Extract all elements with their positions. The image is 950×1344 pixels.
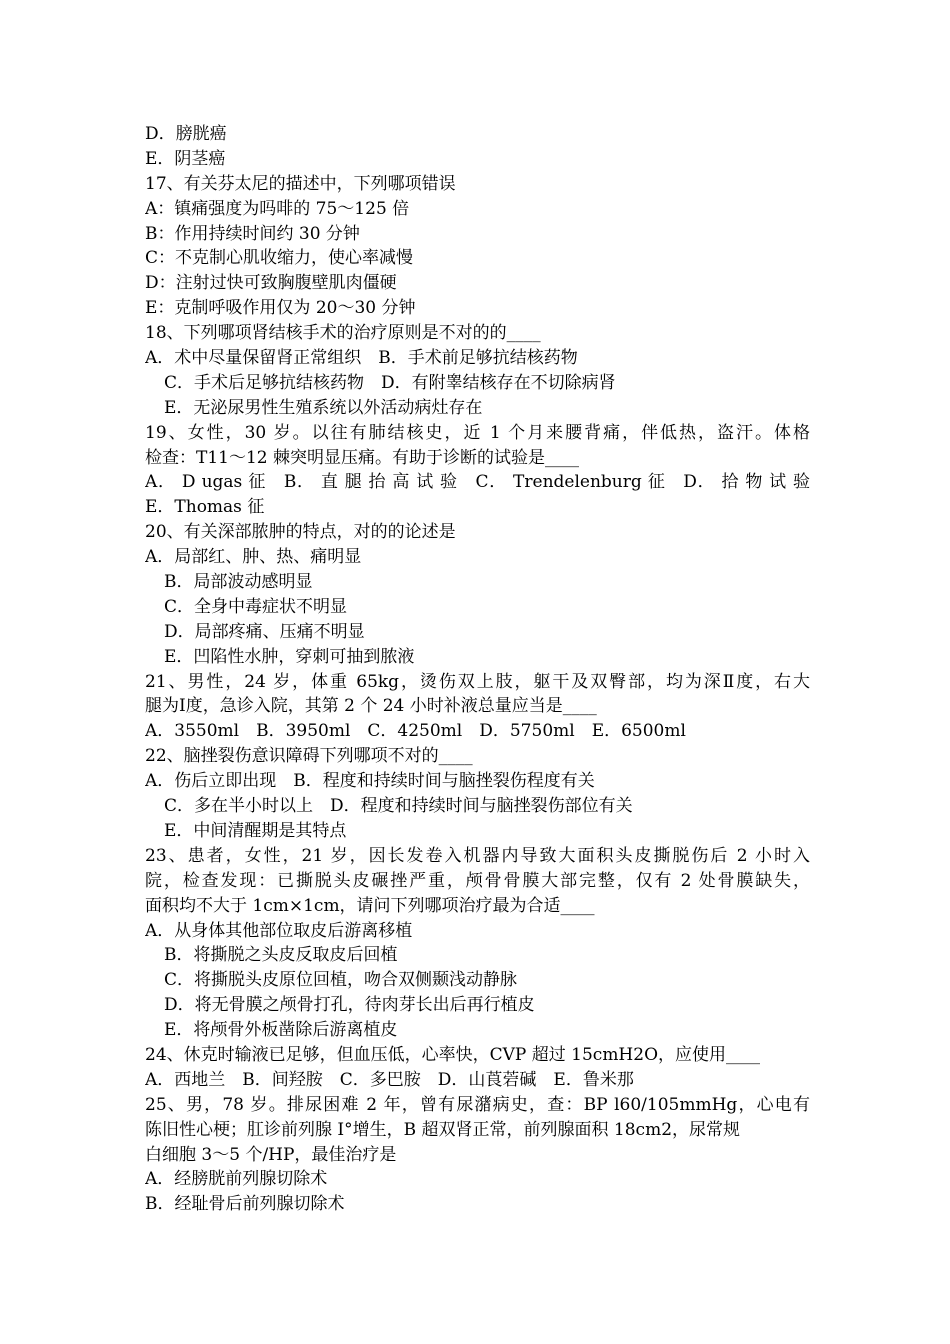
text-line: 19、女性，30 岁。以往有肺结核史，近 1 个月来腰背痛，伴低热，盗汗。体格 [145, 422, 810, 443]
text-line: A．从身体其他部位取皮后游离移植 [145, 920, 413, 941]
text-line: E．阴茎癌 [145, 148, 226, 169]
text-line: D．膀胱癌 [145, 124, 227, 144]
text-line: A．西地兰 B．间羟胺 C．多巴胺 D．山莨菪碱 E．鲁米那 [145, 1069, 634, 1090]
text-line: C．将撕脱头皮原位回植，吻合双侧颞浅动静脉 [164, 970, 518, 991]
text-line: D：注射过快可致胸腹壁肌肉僵硬 [145, 273, 397, 294]
text-line: A．伤后立即出现 B．程度和持续时间与脑挫裂伤程度有关 [145, 771, 595, 792]
text-line: 院，检查发现：已撕脱头皮碾挫严重，颅骨骨膜大部完整，仅有 2 处骨膜缺失， [145, 870, 810, 891]
text-line: 21、男性，24 岁，体重 65kg，烫伤双上肢，躯干及双臀部，均为深Ⅱ度，右大 [145, 671, 810, 692]
text-line: E．无泌尿男性生殖系统以外活动病灶存在 [164, 397, 483, 418]
text-line: A：镇痛强度为吗啡的 75～125 倍 [145, 198, 410, 219]
text-line: 22、脑挫裂伤意识障碍下列哪项不对的____ [145, 746, 473, 767]
text-line: C．全身中毒症状不明显 [164, 596, 348, 617]
text-line: C．多在半小时以上 D．程度和持续时间与脑挫裂伤部位有关 [164, 796, 633, 817]
text-line: 23、患者，女性，21 岁，因长发卷入机器内导致大面积头皮撕脱伤后 2 小时入 [145, 845, 810, 866]
text-line: B．经耻骨后前列腺切除术 [145, 1194, 345, 1215]
text-line: A．3550ml B．3950ml C．4250ml D．5750ml E．6500ml [145, 721, 686, 742]
text-line: 20、有关深部脓肿的特点，对的的论述是 [145, 522, 456, 543]
text-line: 17、有关芬太尼的描述中，下列哪项错误 [145, 173, 456, 194]
text-line: A．经膀胱前列腺切除术 [145, 1169, 328, 1190]
text-line: 陈旧性心梗；肛诊前列腺 I°增生，B 超双肾正常，前列腺面积 18cm2，尿常规 [145, 1119, 741, 1140]
text-line: E．中间清醒期是其特点 [164, 820, 347, 841]
text-line: B．将撕脱之头皮反取皮后回植 [164, 945, 398, 966]
text-line: 25、男，78 岁。排尿困难 2 年，曾有尿潴病史，查：BP l60/105mmHg，心电有 [145, 1094, 810, 1115]
text-line: C．手术后足够抗结核药物 D．有附睾结核存在不切除病肾 [164, 372, 616, 393]
text-line: A． D ugas 征 B． 直 腿 抬 高 试 验 C． Trendelenburg 征 D． 拾 物 试 验 [145, 472, 810, 493]
text-line: C：不克制心肌收缩力，使心率减慢 [145, 248, 414, 269]
text-line: 面积均不大于 1cm×1cm，请问下列哪项治疗最为合适____ [145, 895, 595, 916]
text-line: E．Thomas 征 [145, 497, 265, 518]
text-line: 18、下列哪项肾结核手术的治疗原则是不对的的____ [145, 323, 541, 344]
text-line: E．凹陷性水肿，穿刺可抽到脓液 [164, 646, 415, 667]
text-line: 腿为Ⅰ度，急诊入院，其第 2 个 24 小时补液总量应当是____ [145, 696, 597, 717]
text-line: E．将颅骨外板凿除后游离植皮 [164, 1020, 398, 1041]
text-line: A．术中尽量保留肾正常组织 B．手术前足够抗结核药物 [145, 348, 578, 369]
text-line: B．局部波动感明显 [164, 572, 313, 593]
text-line: 检查：T11～12 棘突明显压痛。有助于诊断的试验是____ [145, 447, 580, 468]
text-line: D．局部疼痛、压痛不明显 [164, 621, 365, 642]
text-line: B：作用持续时间约 30 分钟 [145, 223, 360, 244]
text-line: D．将无骨膜之颅骨打孔，待肉芽长出后再行植皮 [164, 995, 535, 1016]
text-line: 白细胞 3～5 个/HP，最佳治疗是 [145, 1144, 397, 1165]
document-page [145, 122, 810, 1217]
text-line: A．局部红、肿、热、痛明显 [145, 547, 362, 568]
text-line: 24、休克时输液已足够，但血压低，心率快，CVP 超过 15cmH2O，应使用____ [145, 1044, 761, 1065]
text-line: E：克制呼吸作用仅为 20～30 分钟 [145, 298, 416, 319]
